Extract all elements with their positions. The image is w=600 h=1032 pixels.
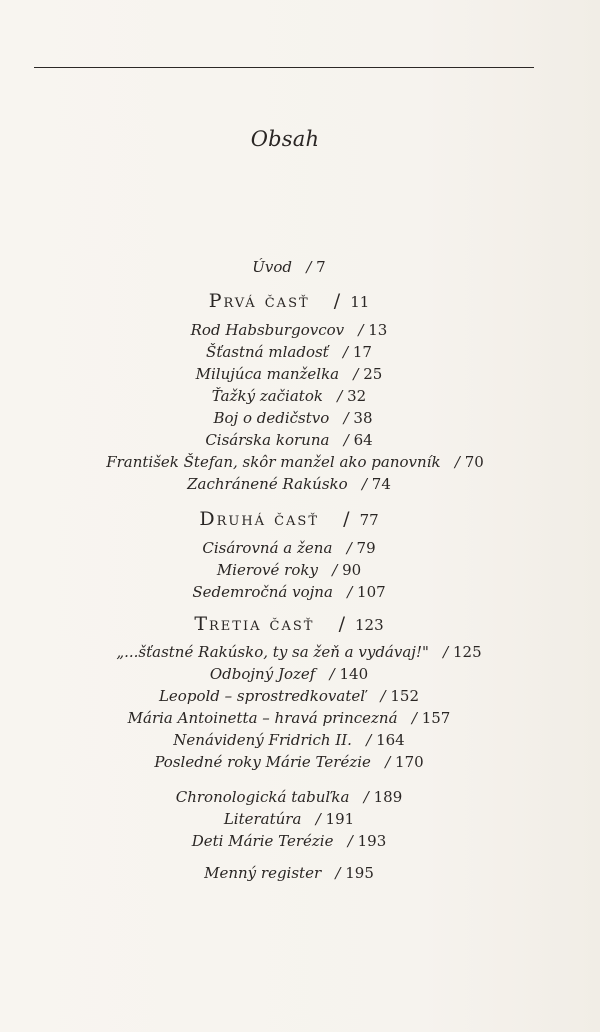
page-separator: / bbox=[428, 643, 454, 661]
toc-entry bbox=[0, 665, 578, 683]
entry-title: Leopold – sprostredkovateľ bbox=[158, 687, 367, 705]
entry-title: Úvod bbox=[252, 258, 293, 276]
page-separator: / bbox=[397, 709, 422, 727]
page-number: 125 bbox=[453, 643, 482, 661]
toc-entry bbox=[0, 539, 578, 557]
page-number: 152 bbox=[390, 687, 420, 705]
page-separator: / bbox=[319, 508, 360, 530]
page-title: Obsah bbox=[250, 127, 320, 151]
page-number: 74 bbox=[371, 475, 391, 493]
toc-entry bbox=[0, 475, 578, 493]
entry-title: Odbojný Jozef bbox=[209, 665, 316, 683]
toc-entry bbox=[0, 431, 578, 449]
part-title: Druhá časť bbox=[199, 508, 319, 530]
page-number: 164 bbox=[376, 731, 405, 749]
page-number: 25 bbox=[363, 365, 383, 383]
page-number: 38 bbox=[353, 409, 373, 427]
toc-entry bbox=[10, 643, 588, 661]
toc-entry bbox=[0, 561, 578, 579]
toc-entry bbox=[0, 731, 578, 749]
page-separator: / bbox=[329, 409, 354, 427]
page-number: 157 bbox=[421, 709, 451, 727]
entry-title: Milujúca manželka bbox=[195, 365, 340, 383]
page-separator: / bbox=[314, 613, 356, 635]
entry-title: Nenávidený Fridrich II. bbox=[173, 731, 352, 749]
toc-entry bbox=[0, 788, 578, 806]
page-separator: / bbox=[339, 365, 364, 383]
page-separator: / bbox=[344, 321, 369, 339]
page-number: 191 bbox=[325, 810, 355, 828]
page-separator: / bbox=[332, 583, 358, 601]
page-number: 79 bbox=[356, 539, 376, 557]
toc-entry bbox=[4, 409, 582, 427]
page-separator: / bbox=[309, 290, 351, 312]
entry-title: Mierové roky bbox=[216, 561, 318, 579]
toc-entry bbox=[0, 832, 578, 850]
toc-entry bbox=[0, 687, 578, 705]
part-title: Prvá časť bbox=[208, 290, 310, 312]
toc-entry bbox=[0, 387, 578, 405]
page-separator: / bbox=[321, 864, 346, 882]
entry-title: Boj o dedičstvo bbox=[213, 409, 330, 427]
page-number: 107 bbox=[357, 583, 386, 601]
page-number: 140 bbox=[339, 665, 369, 683]
page-separator: / bbox=[329, 431, 354, 449]
entry-title: Šťastná mladosť bbox=[206, 343, 329, 361]
page-number: 170 bbox=[395, 753, 424, 771]
entry-title: Zachránené Rakúsko bbox=[187, 475, 348, 493]
toc-entry bbox=[0, 365, 578, 383]
page-separator: / bbox=[332, 539, 357, 557]
page-number: 70 bbox=[464, 453, 484, 471]
page-number: 13 bbox=[368, 321, 388, 339]
toc-entry bbox=[0, 583, 578, 601]
toc-entry bbox=[0, 864, 578, 882]
page-number: 77 bbox=[359, 511, 379, 529]
page-separator: / bbox=[317, 561, 343, 579]
entry-title: Cisárska koruna bbox=[205, 431, 330, 449]
entry-title: Rod Habsburgovcov bbox=[190, 321, 345, 339]
entry-title: Mária Antoinetta – hravá princezná bbox=[127, 709, 398, 727]
toc-entry bbox=[0, 343, 578, 361]
page-separator: / bbox=[366, 687, 391, 705]
page-separator: / bbox=[351, 731, 377, 749]
toc-entry bbox=[0, 258, 578, 276]
page-separator: / bbox=[315, 665, 340, 683]
entry-title: „...šťastné Rakúsko, ty sa žeň a vydávaj!" bbox=[116, 643, 429, 661]
page-separator: / bbox=[440, 453, 465, 471]
page-number: 90 bbox=[342, 561, 362, 579]
toc-entry bbox=[0, 709, 578, 727]
page-number: 195 bbox=[345, 864, 374, 882]
page-separator: / bbox=[347, 475, 372, 493]
toc-part-heading bbox=[0, 290, 578, 312]
entry-title: František Štefan, skôr manžel ako panovník bbox=[106, 453, 441, 471]
page-separator: / bbox=[333, 832, 358, 850]
page-separator: / bbox=[370, 753, 396, 771]
page-separator: / bbox=[322, 387, 348, 405]
part-title: Tretia časť bbox=[194, 613, 315, 635]
entry-title: Deti Márie Terézie bbox=[191, 832, 334, 850]
entry-title: Menný register bbox=[204, 864, 322, 882]
page-separator: / bbox=[301, 810, 326, 828]
page-number: 193 bbox=[357, 832, 387, 850]
page-number: 11 bbox=[350, 293, 370, 311]
toc-entry bbox=[0, 321, 578, 339]
page-number: 123 bbox=[355, 616, 384, 634]
entry-title: Literatúra bbox=[223, 810, 302, 828]
toc-entry bbox=[6, 453, 584, 471]
page-number: 189 bbox=[373, 788, 403, 806]
page-number: 7 bbox=[316, 258, 326, 276]
entry-title: Cisárovná a žena bbox=[202, 539, 333, 557]
entry-title: Posledné roky Márie Terézie bbox=[154, 753, 371, 771]
page-separator: / bbox=[328, 343, 353, 361]
toc-entry bbox=[0, 810, 578, 828]
entry-title: Chronologická tabuľka bbox=[175, 788, 350, 806]
toc-entry bbox=[0, 753, 578, 771]
page-number: 32 bbox=[347, 387, 367, 405]
page-separator: / bbox=[349, 788, 374, 806]
toc-part-heading bbox=[0, 508, 578, 530]
page-number: 64 bbox=[353, 431, 373, 449]
page-separator: / bbox=[292, 258, 317, 276]
toc-part-heading bbox=[0, 613, 578, 635]
page-number: 17 bbox=[352, 343, 372, 361]
entry-title: Sedemročná vojna bbox=[192, 583, 333, 601]
entry-title: Ťažký začiatok bbox=[211, 387, 323, 405]
